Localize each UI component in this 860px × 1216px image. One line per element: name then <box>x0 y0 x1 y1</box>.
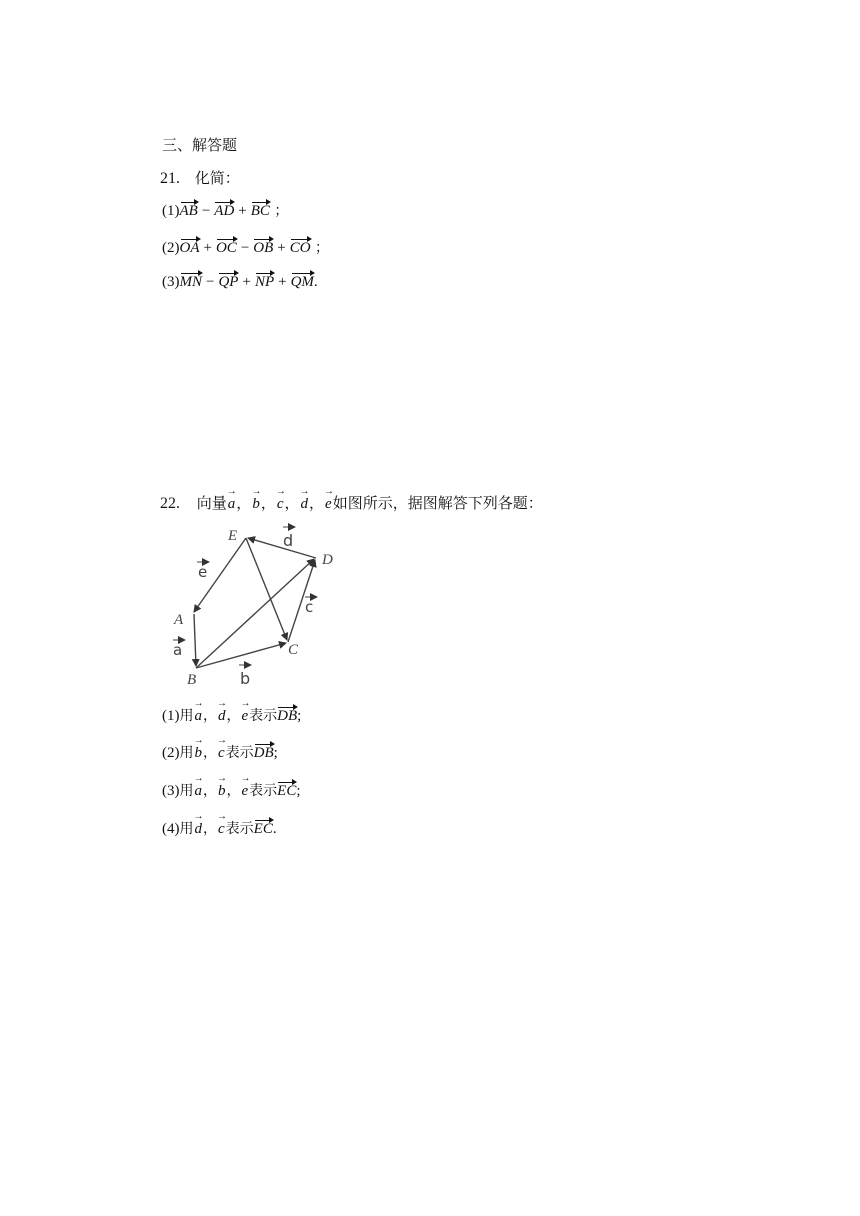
operator: − <box>201 203 211 219</box>
vector-label-d: d <box>283 531 294 550</box>
separator: ， <box>309 494 325 512</box>
vector-d-line <box>248 538 316 558</box>
vector-label-e: e <box>198 563 208 581</box>
separator: ， <box>260 494 276 512</box>
q22-part-2 <box>162 742 278 762</box>
item-label: (1) <box>162 203 180 219</box>
target-vector: DB <box>277 708 298 724</box>
vector-term: MN <box>179 274 202 290</box>
operator: + <box>203 240 212 256</box>
part-use: 用 <box>179 821 194 837</box>
vector-term: AB <box>179 203 198 219</box>
label-vec-c <box>305 597 317 616</box>
q22-part-1 <box>162 705 301 725</box>
q22-part-3 <box>162 780 301 800</box>
separator: ， <box>226 708 241 724</box>
question-number: 22. <box>160 495 180 512</box>
vector-term: QM <box>290 274 314 290</box>
target-vector: EC <box>253 821 273 837</box>
point-label-E: E <box>228 528 238 544</box>
label-vec-d <box>283 527 295 550</box>
point-label-A: A <box>174 612 184 628</box>
point-label-D: D <box>322 552 333 568</box>
part-use: 用 <box>179 745 194 761</box>
vector-symbol: → a <box>194 708 204 725</box>
question-22 <box>160 492 543 513</box>
punctuation: ； <box>310 240 330 256</box>
part-use: 用 <box>179 783 194 799</box>
vector-symbol: → e <box>241 783 250 800</box>
punctuation: . <box>313 274 318 290</box>
vector-symbol: → c <box>217 745 226 762</box>
vector-symbol: → c <box>217 821 226 838</box>
vector-symbol: → e <box>324 496 333 513</box>
question-intro: 向量 <box>196 494 227 512</box>
vector-label-a: a <box>173 641 183 659</box>
item-label: (3) <box>162 274 180 290</box>
vector-term: CO <box>289 240 311 256</box>
separator: ， <box>203 708 217 724</box>
label-vec-a <box>173 640 185 659</box>
vector-symbol: → e <box>241 708 250 725</box>
part-rep: 表示 <box>249 783 278 799</box>
separator: ， <box>284 494 300 512</box>
vector-term: NP <box>254 274 275 290</box>
target-vector: DB <box>253 745 274 761</box>
vector-a-line <box>194 614 196 666</box>
target-vector: EC <box>277 783 297 799</box>
separator: ， <box>203 821 217 837</box>
operator: + <box>278 274 287 290</box>
operator: + <box>238 203 247 219</box>
vector-term: OC <box>215 240 237 256</box>
part-rep: 表示 <box>249 708 278 724</box>
vector-term: AD <box>214 203 235 219</box>
part-label: (2) <box>162 745 180 761</box>
vector-symbol: → a <box>194 783 204 800</box>
vector-symbol: → b <box>217 783 227 800</box>
q21-item-2 <box>162 237 329 257</box>
question-number: 21. <box>160 170 180 187</box>
separator: ， <box>236 494 252 512</box>
q22-part-4 <box>162 818 277 838</box>
part-label: (4) <box>162 821 180 837</box>
part-rep: 表示 <box>225 821 254 837</box>
punctuation: ; <box>273 745 278 761</box>
item-label: (2) <box>162 240 180 256</box>
operator: − <box>206 274 215 290</box>
vector-label-b: b <box>240 669 251 688</box>
vector-symbol: → a <box>227 496 237 513</box>
question-21 <box>160 167 240 188</box>
vector-term: BC <box>250 203 270 219</box>
label-vec-b <box>239 665 251 688</box>
vector-diagram <box>164 516 344 694</box>
vector-symbol: → d <box>194 821 204 838</box>
vector-symbol: → b <box>251 496 261 513</box>
vector-symbol: → b <box>194 745 204 762</box>
vector-term: OA <box>179 240 200 256</box>
label-vec-e <box>197 562 209 581</box>
vector-symbol: → c <box>276 496 285 513</box>
vector-term: OB <box>253 240 274 256</box>
punctuation: ; <box>296 783 301 799</box>
vector-term: QP <box>218 274 239 290</box>
part-label: (3) <box>162 783 180 799</box>
question-suffix: 如图所示，据图解答下列各题： <box>332 494 543 512</box>
separator: ， <box>203 783 217 799</box>
vector-symbol: → d <box>217 708 227 725</box>
point-label-B: B <box>187 672 197 688</box>
point-label-C: C <box>288 642 299 658</box>
question-instruction: 化简： <box>194 169 240 187</box>
part-use: 用 <box>179 708 194 724</box>
operator: − <box>240 240 250 256</box>
part-rep: 表示 <box>225 745 254 761</box>
operator: + <box>242 274 251 290</box>
vector-label-c: c <box>305 598 314 616</box>
separator: ， <box>226 783 241 799</box>
punctuation: ; <box>297 708 302 724</box>
punctuation: ； <box>269 203 289 219</box>
q21-item-1 <box>162 200 288 220</box>
q21-item-3 <box>162 274 318 291</box>
separator: ， <box>203 745 217 761</box>
punctuation: . <box>272 821 277 837</box>
section-title: 三、解答题 <box>162 136 238 154</box>
part-label: (1) <box>162 708 180 724</box>
operator: + <box>277 240 286 256</box>
vector-symbol: → d <box>300 496 310 513</box>
